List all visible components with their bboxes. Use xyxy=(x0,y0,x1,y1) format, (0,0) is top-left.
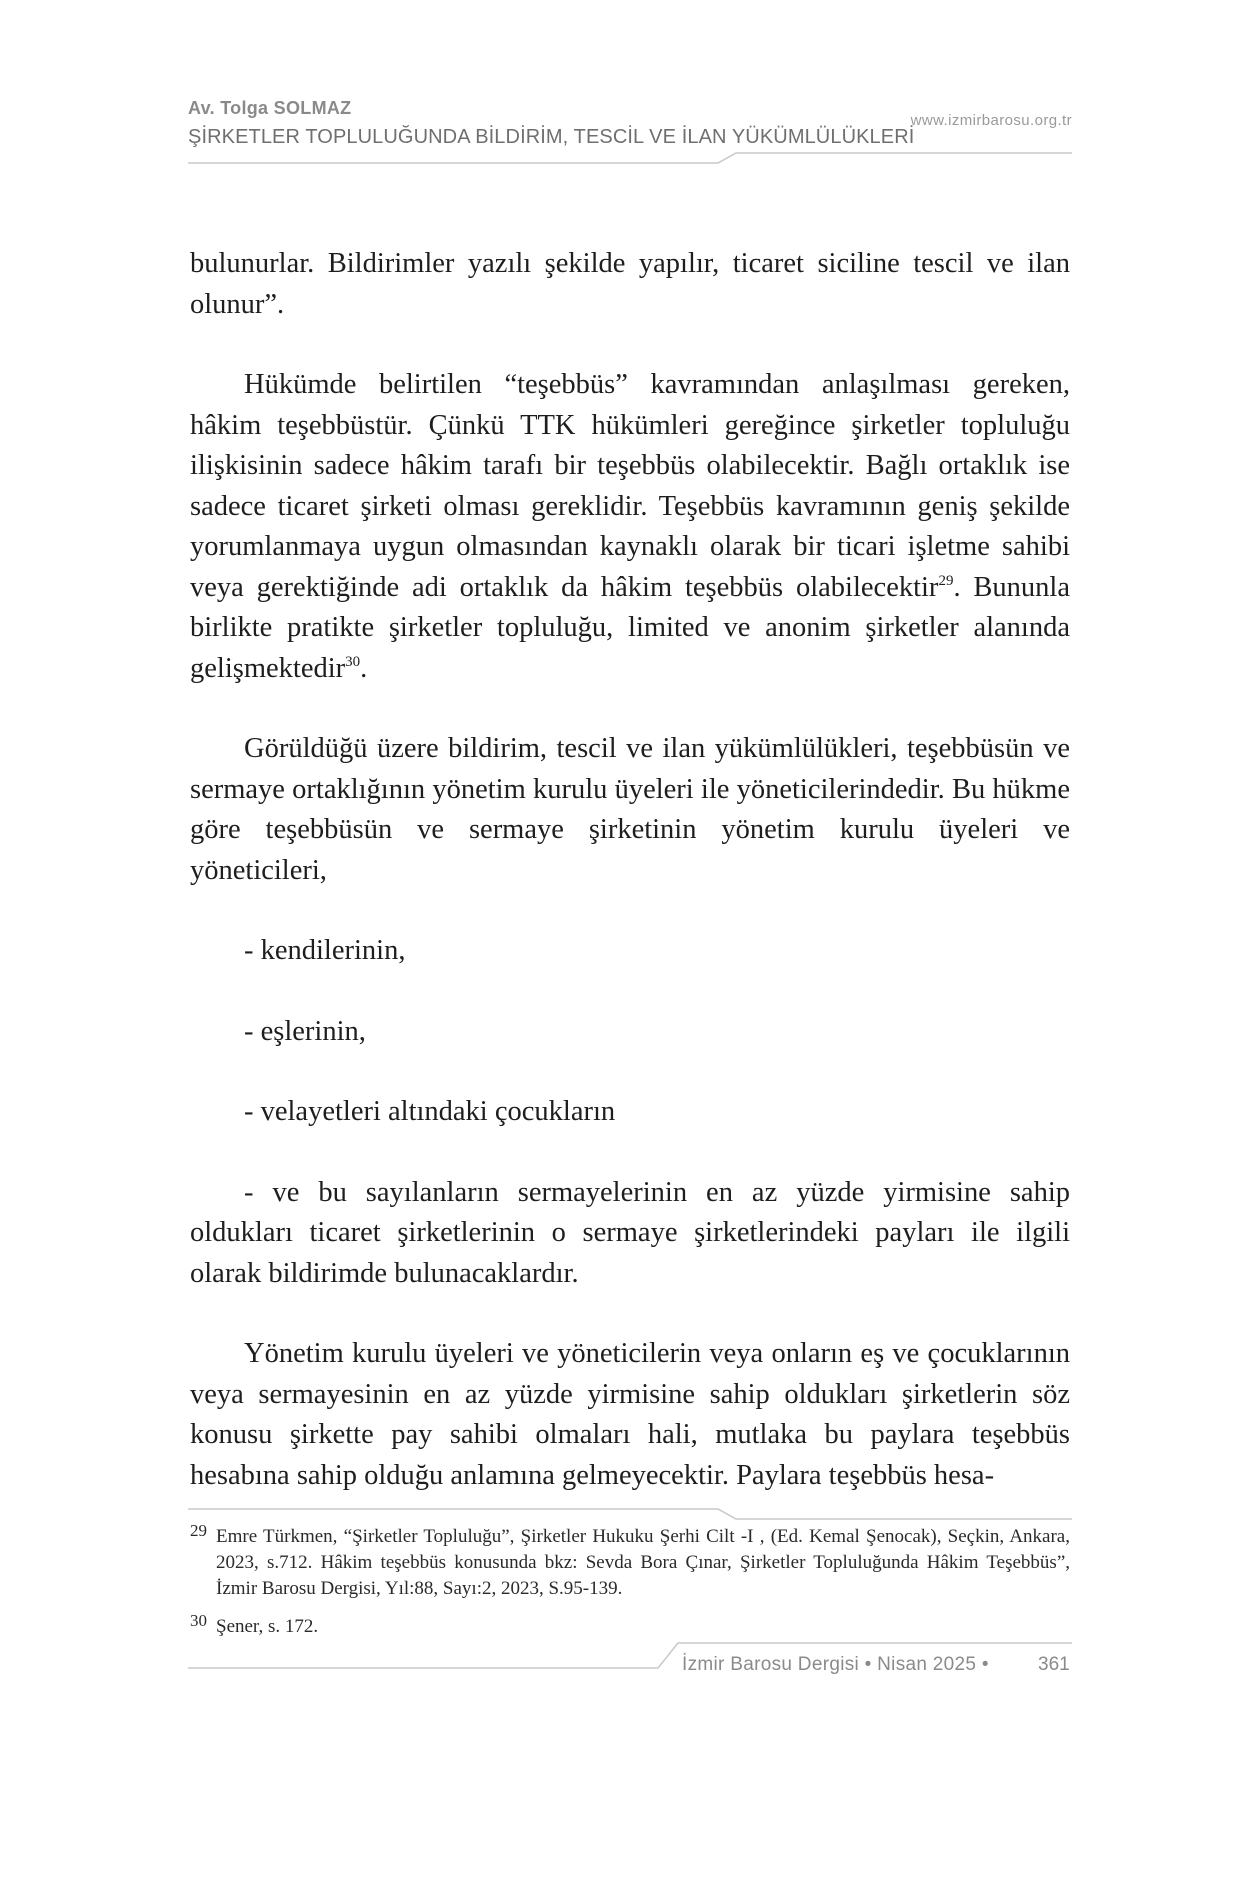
paragraph-4: Yönetim kurulu üyeleri ve yöneticilerin veya onların eş ve çocuklarının veya sermayesinin en az yüzde yirmisine sahip oldukları şirketlerin söz konusu şirkette pay sahibi olmaları hali, mutlaka bu paylara teşebbüs hesabına sahip olduğu anlamına gelmeyecektir. Paylara teşebbüs hesa- xyxy=(190,1338,1070,1491)
list-item-kendilerinin: - kendilerinin, xyxy=(244,935,406,966)
footnote-text: Emre Türkmen, “Şirketler Topluluğu”, Şirketler Hukuku Şerhi Cilt -I , (Ed. Kemal Şenocak), Seçkin, Ankara, 2023, s.712. Hâkim teşebbüs konusunda bkz: Sevda Bora Çınar, Şirketler Topluluğunda Hâkim Teşebbüs”, İzmir Barosu Dergisi, Yıl:88, Sayı:2, 2023, S.95-139. xyxy=(216,1526,1070,1599)
paragraph-2-part-c: . xyxy=(360,652,368,684)
paragraph-2-part-b: . Bununla birlikte pratikte şirketler topluluğu, limited ve anonim şirketler alanında gelişmektedir xyxy=(190,571,1070,684)
article-body xyxy=(190,244,1070,1496)
list-item-sirketler: - ve bu sayılanların sermayelerinin en az yüzde yirmisine sahip oldukları ticaret şirketlerinin o sermaye şirketlerindeki payları ile ilgili olarak bildirimde bulunacaklardır. xyxy=(190,1176,1070,1289)
header-divider xyxy=(188,152,1072,164)
paragraph-2-part-a: Hükümde belirtilen “teşebbüs” kavramından anlaşılması gereken, hâkim teşebbüstür. Çünkü TTK hükümleri gereğince şirketler topluluğu ilişkisinin sadece hâkim tarafı bir teşebbüs olabilecektir. Bağlı ortaklık ise sadece ticaret şirketi olması gereklidir. Teşebbüs kavramının geniş şekilde yorumlanmaya uygun olmasından kaynaklı olarak bir ticari işletme sahibi veya gerektiğinde adi ortaklık da hâkim teşebbüs olabilecektir xyxy=(190,369,1070,603)
footer-journal: İzmir Barosu Dergisi • Nisan 2025 • xyxy=(682,1654,989,1675)
list-item-eslerinin: - eşlerinin, xyxy=(244,1015,366,1047)
paragraph-1: bulunurlar. Bildirimler yazılı şekilde yapılır, ticaret siciline tescil ve ilan olunur”. xyxy=(190,248,1070,320)
page-number: 361 xyxy=(1038,1654,1070,1675)
footnote-30 xyxy=(190,1611,1070,1640)
footnotes xyxy=(190,1521,1070,1652)
footnote-number: 29 xyxy=(190,1521,207,1540)
list-item-cocuklarin: - velayetleri altındaki çocukların xyxy=(244,1096,616,1127)
footnote-ref-29[interactable]: 29 xyxy=(938,572,954,589)
footnote-number: 30 xyxy=(190,1611,207,1630)
footnote-text: Şener, s. 172. xyxy=(216,1616,319,1637)
paragraph-3: Görüldüğü üzere bildirim, tescil ve ilan yükümlülükleri, teşebbüsün ve sermaye ortaklığının yönetim kurulu üyeleri ile yöneticilerindedir. Bu hükme göre teşebbüsün ve sermaye şirketinin yönetim kurulu üyeleri ve yöneticileri, xyxy=(190,733,1070,886)
footnote-29 xyxy=(190,1521,1070,1602)
header-article-title: ŞİRKETLER TOPLULUĞUNDA BİLDİRİM, TESCİL VE İLAN YÜKÜMLÜLÜKLERİ xyxy=(188,126,915,148)
header-author: Av. Tolga SOLMAZ xyxy=(188,98,352,118)
paragraph-2 xyxy=(190,365,1070,689)
footnote-divider xyxy=(188,1508,1072,1520)
header-website: www.izmirbarosu.org.tr xyxy=(910,112,1072,129)
footnote-ref-30[interactable]: 30 xyxy=(345,653,361,670)
